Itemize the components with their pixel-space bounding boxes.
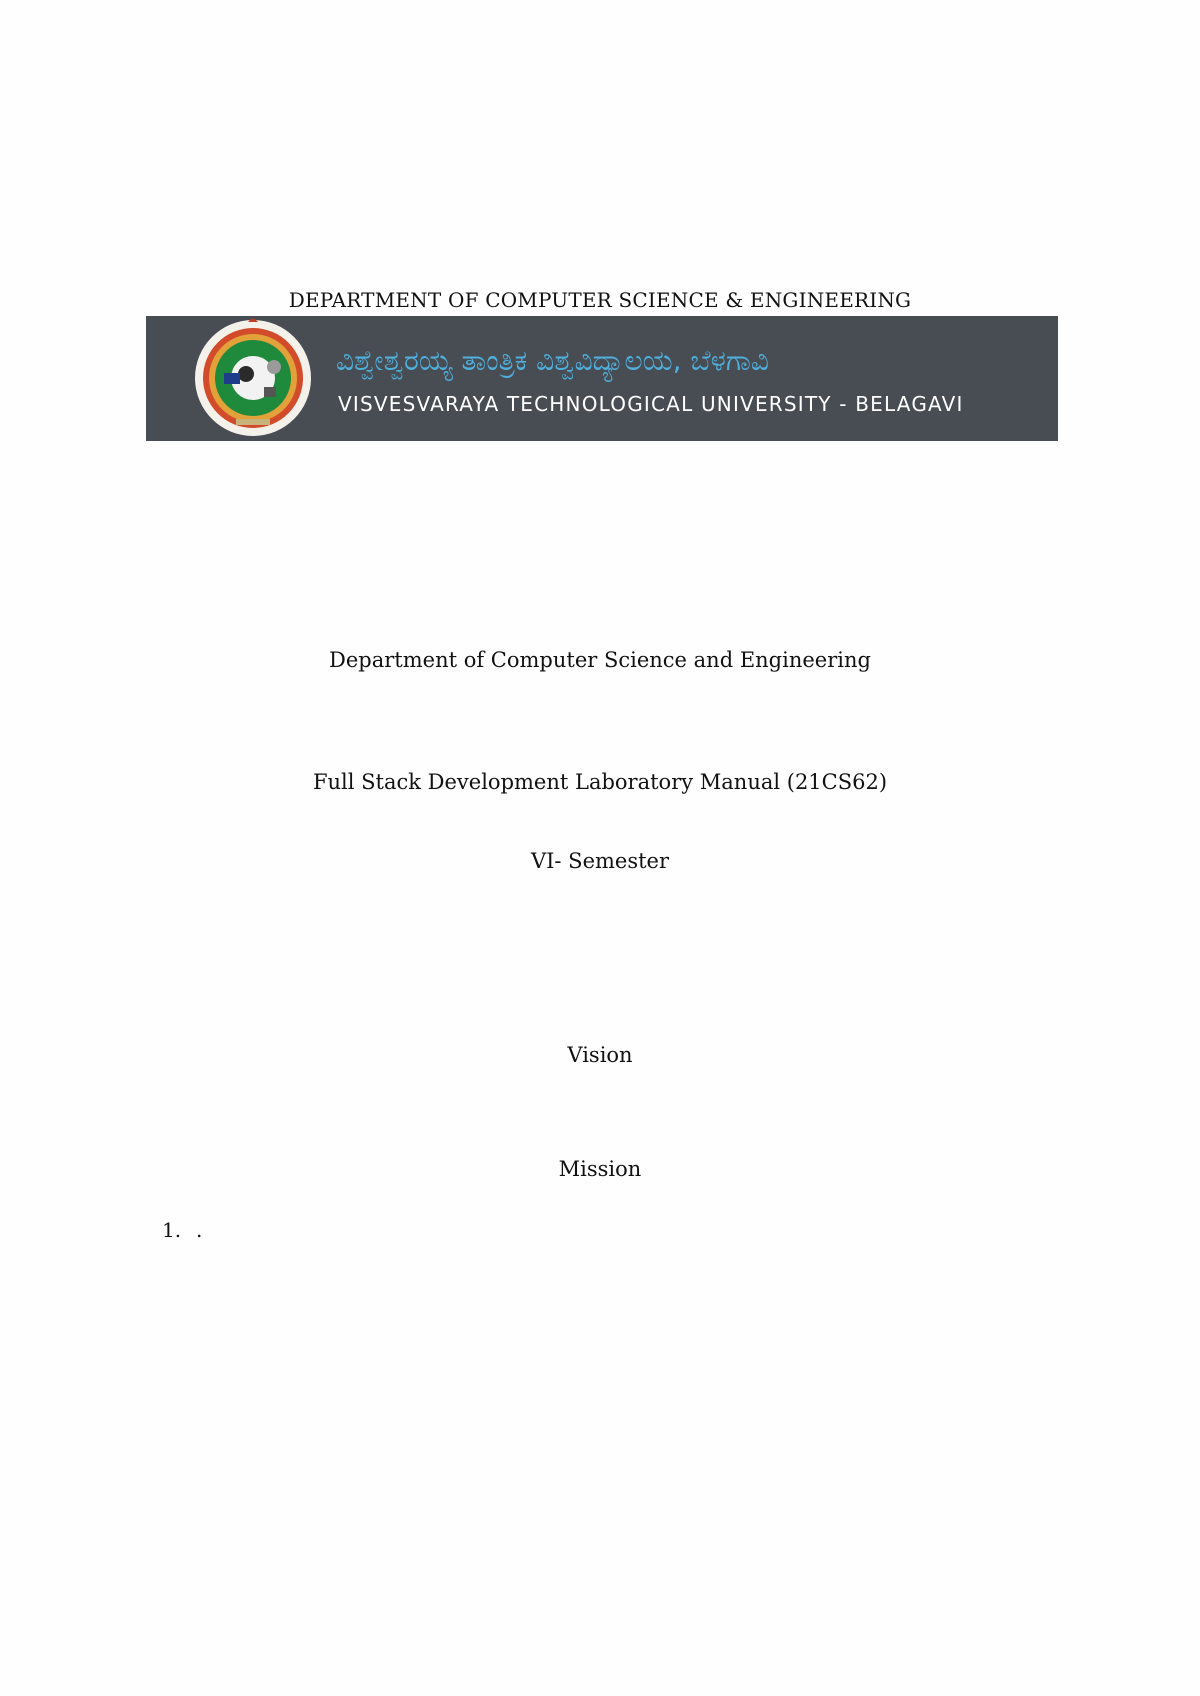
department-header: DEPARTMENT OF COMPUTER SCIENCE & ENGINEERING [288,288,912,312]
mission-heading: Mission [558,1157,642,1181]
university-seal-icon [194,319,312,437]
list-item-number: 1. [162,1218,182,1242]
manual-title: Full Stack Development Laboratory Manual (21CS62) [312,770,888,794]
list-item-text: . [196,1218,203,1242]
vision-heading: Vision [567,1043,633,1067]
university-banner [146,316,1058,441]
department-name: Department of Computer Science and Engineering [329,648,871,672]
semester-label: VI- Semester [530,849,670,873]
university-name-english: VISVESVARAYA TECHNOLOGICAL UNIVERSITY - BELAGAVI [338,392,964,416]
list-item [162,1218,202,1242]
university-name-kannada: ವಿಶ್ವೇಶ್ವರಯ್ಯ ತಾಂತ್ರಿಕ ವಿಶ್ವವಿದ್ಯಾಲಯ, ಬೆಳಗಾವಿ [336,344,769,377]
